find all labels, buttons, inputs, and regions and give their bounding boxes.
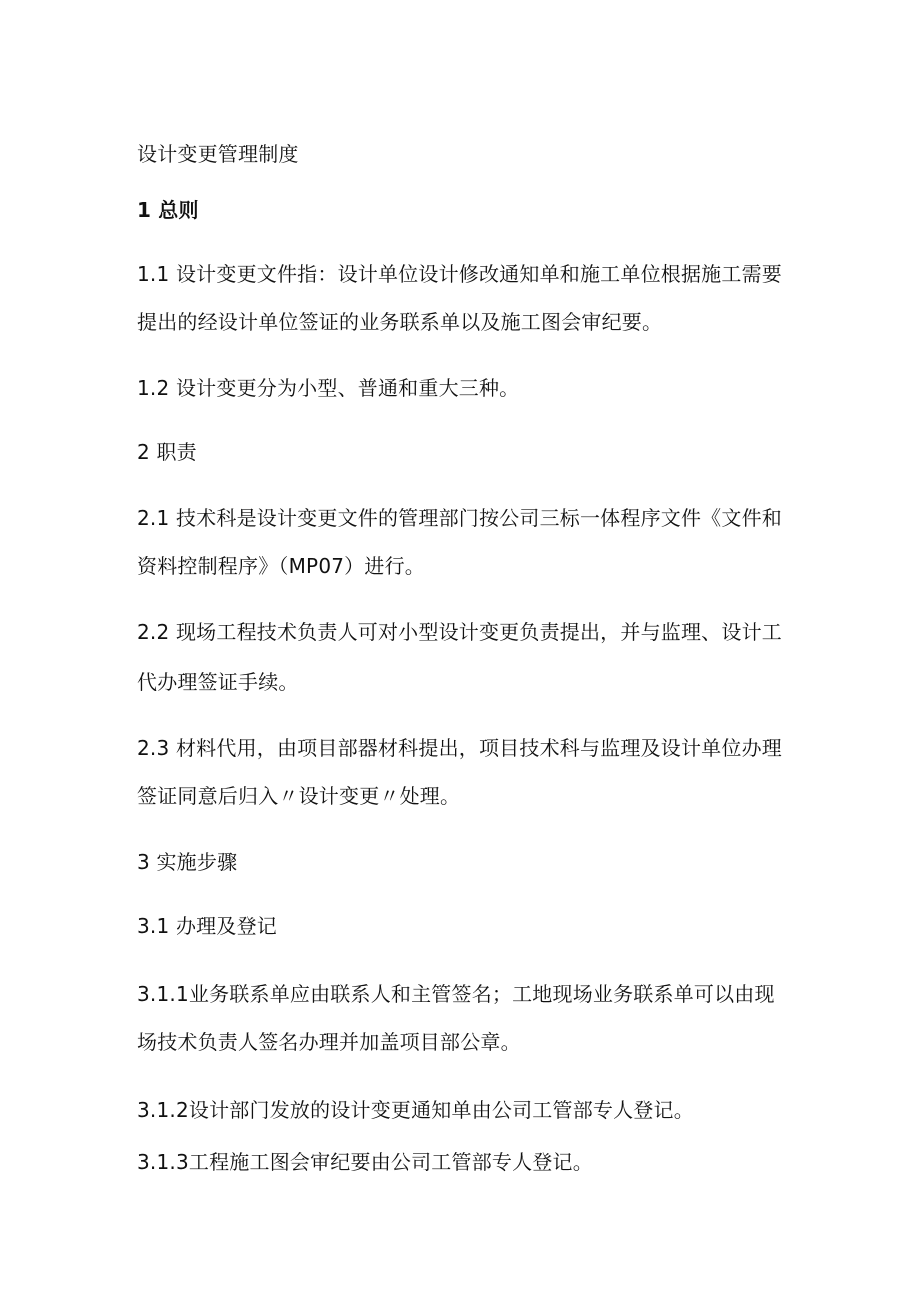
document-title: 设计变更管理制度 [137, 142, 299, 166]
paragraph-3-1-3: 3.1.3工程施工图会审纪要由公司工管部专人登记。 [137, 1150, 593, 1174]
paragraph-2-3-line-2: 签证同意后归入〃设计变更〃处理。 [137, 784, 461, 808]
paragraph-2-1-line-1: 2.1 技术科是设计变更文件的管理部门按公司三标一体程序文件《文件和 [137, 506, 782, 530]
paragraph-3-1-1-line-1: 3.1.1业务联系单应由联系人和主管签名；工地现场业务联系单可以由现 [137, 982, 775, 1006]
paragraph-3-1: 3.1 办理及登记 [137, 914, 277, 938]
paragraph-3-1-2: 3.1.2设计部门发放的设计变更通知单由公司工管部专人登记。 [137, 1098, 694, 1122]
paragraph-2-2-line-2: 代办理签证手续。 [137, 670, 299, 694]
section-heading-responsibilities: 2 职责 [137, 440, 197, 464]
paragraph-2-1-line-2: 资料控制程序》（MP07）进行。 [137, 554, 425, 578]
paragraph-1-1-line-1: 1.1 设计变更文件指：设计单位设计修改通知单和施工单位根据施工需要 [137, 262, 782, 286]
paragraph-1-1-line-2: 提出的经设计单位签证的业务联系单以及施工图会审纪要。 [137, 310, 663, 334]
paragraph-1-2: 1.2 设计变更分为小型、普通和重大三种。 [137, 376, 520, 400]
section-heading-implementation: 3 实施步骤 [137, 850, 238, 874]
section-heading-general: 1 总则 [137, 198, 199, 222]
paragraph-3-1-1-line-2: 场技术负责人签名办理并加盖项目部公章。 [137, 1030, 521, 1054]
paragraph-2-2-line-1: 2.2 现场工程技术负责人可对小型设计变更负责提出，并与监理、设计工 [137, 620, 782, 644]
paragraph-2-3-line-1: 2.3 材料代用，由项目部器材科提出，项目技术科与监理及设计单位办理 [137, 736, 782, 760]
